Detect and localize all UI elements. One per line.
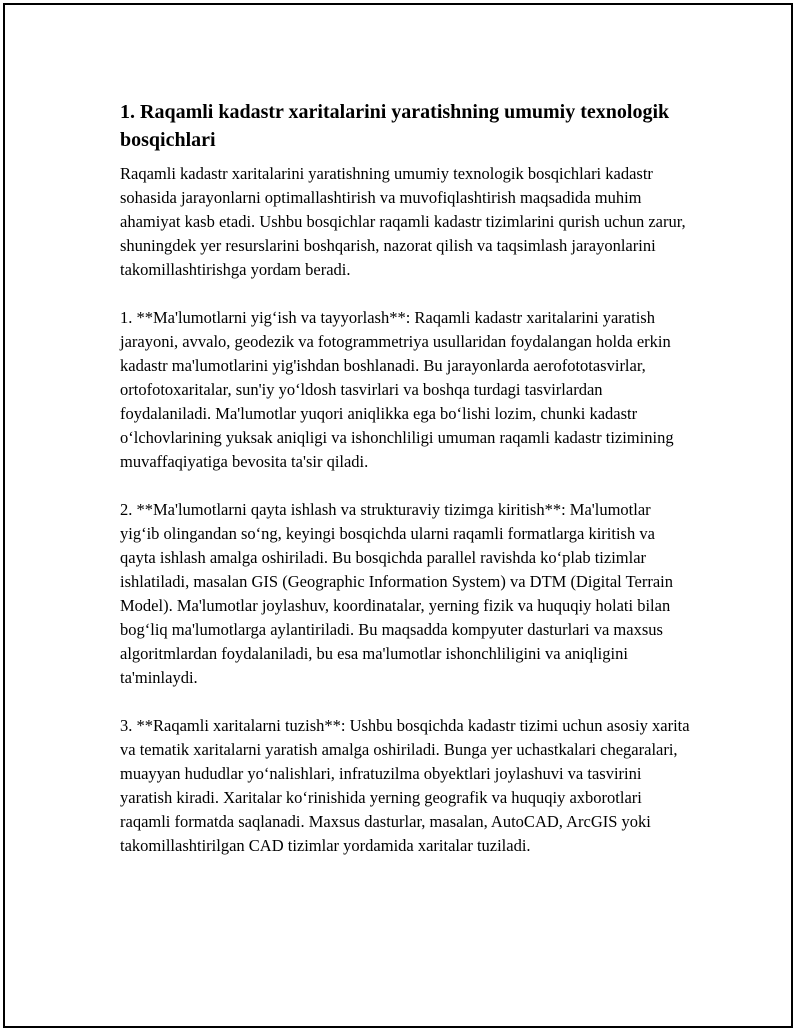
step-3-paragraph: 3. **Raqamli xaritalarni tuzish**: Ushbu bosqichda kadastr tizimi uchun asosiy xarita va tematik xaritalarni yaratish amalga oshiriladi. Bunga yer uchastkalari chegaralari, muayyan hududlar yo‘nalishlari, infratuzilma obyektlari joylashuvi va tasvirini yaratish kiradi. Xaritalar ko‘rinishida yerning geografik va huquqiy axborotlari raqamli formatda saqlanadi. Maxsus dasturlar, masalan, AutoCAD, ArcGIS yoki takomillashtirilgan CAD tizimlar yordamida xaritalar tuziladi. xyxy=(120,716,690,855)
section-title: 1. Raqamli kadastr xaritalarini yaratishning umumiy texnologik bosqichlari xyxy=(120,101,670,151)
intro-paragraph: Raqamli kadastr xaritalarini yaratishning umumiy texnologik bosqichlari kadastr sohasida jarayonlarni optimallashtirish va muvofiqlashtirish maqsadida muhim ahamiyat kasb etadi. Ushbu bosqichlar raqamli kadastr tizimlarini qurish uchun zarur, shuningdek yer resurslarini boshqarish, nazorat qilish va taqsimlash jarayonlarini takomillashtirishga yordam beradi. xyxy=(120,164,686,279)
page-frame xyxy=(3,3,793,1028)
step-2-paragraph: 2. **Ma'lumotlarni qayta ishlash va strukturaviy tizimga kiritish**: Ma'lumotlar yig‘ib olingandan so‘ng, keyingi bosqichda ularni raqamli formatlarga kiritish va qayta ishlash amalga oshiriladi. Bu bosqichda parallel ravishda ko‘plab tizimlar ishlatiladi, masalan GIS (Geographic Information System) va DTM (Digital Terrain Model). Ma'lumotlar joylashuv, koordinatalar, yerning fizik va huquqiy holati bilan bog‘liq ma'lumotlarga aylantiriladi. Bu maqsadda kompyuter dasturlari va maxsus algoritmlardan foydalaniladi, bu esa ma'lumotlar ishonchliligini va aniqligini ta'minlaydi. xyxy=(120,500,673,687)
step-1-paragraph: 1. **Ma'lumotlarni yig‘ish va tayyorlash**: Raqamli kadastr xaritalarini yaratish jarayoni, avvalo, geodezik va fotogrammetriya usullaridan foydalangan holda erkin kadastr ma'lumotlarini yig'ishdan boshlanadi. Bu jarayonlarda aerofototasvirlar, ortofotoxaritalar, sun'iy yo‘ldosh tasvirlari va boshqa turdagi tasvirlardan foydalaniladi. Ma'lumotlar yuqori aniqlikka ega bo‘lishi lozim, chunki kadastr o‘lchovlarining yuksak aniqligi va ishonchliligi umuman raqamli kadastr tizimining muvaffaqiyatiga bevosita ta'sir qiladi. xyxy=(120,308,674,471)
document-body xyxy=(120,98,692,882)
